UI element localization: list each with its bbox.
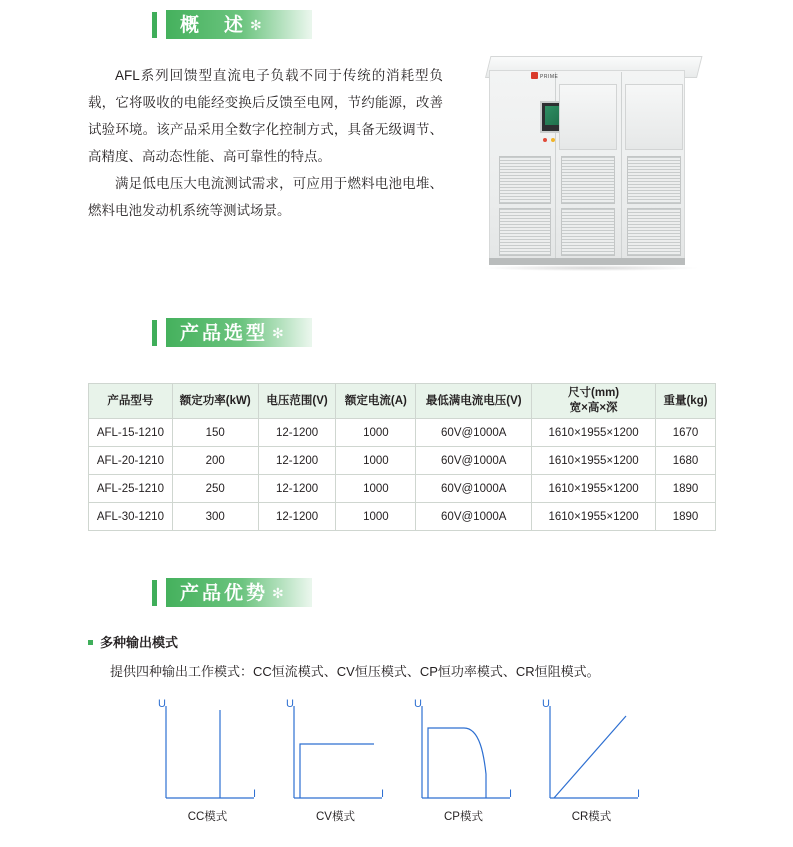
table-row	[89, 475, 716, 503]
table-row	[89, 503, 716, 531]
heading-accent-bar	[152, 320, 157, 346]
cell-current: 1000	[336, 447, 416, 475]
heading-accent-bar	[152, 580, 157, 606]
device-vent-grille	[627, 156, 681, 204]
cell-weight: 1890	[656, 503, 716, 531]
device-vent-grille	[627, 208, 681, 256]
cell-voltage: 12-1200	[258, 419, 336, 447]
column-header-min-full-current-voltage: 最低满电流电压(V)	[416, 384, 532, 419]
device-vent-grille	[499, 156, 551, 204]
advantage-body-text: 提供四种输出工作模式：CC恒流模式、CV恒压模式、CP恒功率模式、CR恒阻模式。	[110, 664, 600, 679]
device-door-panel	[559, 84, 617, 150]
section-title-advantages: 产品优势	[180, 582, 269, 604]
chart-y-axis-label: U	[542, 698, 550, 710]
device-vent-grille	[499, 208, 551, 256]
cell-voltage: 12-1200	[258, 503, 336, 531]
heading-accent-bar	[152, 12, 157, 38]
device-panel-divider	[621, 72, 622, 262]
chart-x-axis-label: I	[509, 788, 513, 800]
section-heading-overview	[152, 10, 312, 40]
cell-dimensions: 1610×1955×1200	[532, 503, 656, 531]
cell-dimensions: 1610×1955×1200	[532, 447, 656, 475]
cell-power: 250	[172, 475, 258, 503]
device-door-panel	[625, 84, 683, 150]
advantage-subtitle	[88, 632, 178, 651]
device-base	[489, 258, 685, 265]
chart-cp-mode	[406, 698, 521, 828]
chart-cv-mode	[278, 698, 393, 828]
column-header-rated-current: 额定电流(A)	[336, 384, 416, 419]
cell-model: AFL-30-1210	[89, 503, 173, 531]
section-heading-advantages	[152, 578, 312, 608]
overview-paragraph-2: 满足低电压大电流测试需求，可应用于燃料电池电堆、燃料电池发动机系统等测试场景。	[88, 176, 443, 218]
chart-cr-mode	[534, 698, 649, 828]
cell-power: 150	[172, 419, 258, 447]
device-brand-logo: PRIME	[531, 72, 558, 80]
chart-x-axis-label: I	[381, 788, 385, 800]
bullet-square-icon	[88, 640, 93, 645]
cell-model: AFL-25-1210	[89, 475, 173, 503]
chart-y-axis-label: U	[286, 698, 294, 710]
section-heading-selection	[152, 318, 312, 348]
sparkle-icon: ✻	[272, 324, 284, 341]
cell-min-voltage: 60V@1000A	[416, 447, 532, 475]
section-title-overview: 概 述	[180, 14, 247, 36]
table-row	[89, 419, 716, 447]
status-led-yellow	[551, 138, 555, 142]
device-vent-grille	[561, 156, 615, 204]
mode-curve-charts	[150, 698, 710, 828]
chart-y-axis-label: U	[414, 698, 422, 710]
cell-weight: 1680	[656, 447, 716, 475]
cell-power: 300	[172, 503, 258, 531]
table-row	[89, 447, 716, 475]
brand-mark-icon	[531, 72, 538, 79]
cell-weight: 1890	[656, 475, 716, 503]
chart-caption-cp: CP模式	[444, 811, 483, 823]
cell-min-voltage: 60V@1000A	[416, 475, 532, 503]
device-vent-grille	[561, 208, 615, 256]
section-title-selection: 产品选型	[180, 322, 269, 344]
column-header-weight: 重量(kg)	[656, 384, 716, 419]
sparkle-icon: ✻	[272, 584, 284, 601]
cell-voltage: 12-1200	[258, 447, 336, 475]
cell-current: 1000	[336, 419, 416, 447]
chart-cp-svg	[406, 698, 521, 808]
cell-power: 200	[172, 447, 258, 475]
chart-cc-mode	[150, 698, 265, 828]
dimensions-line-1: 尺寸(mm)	[568, 387, 620, 399]
cell-dimensions: 1610×1955×1200	[532, 419, 656, 447]
cell-model: AFL-20-1210	[89, 447, 173, 475]
cell-voltage: 12-1200	[258, 475, 336, 503]
product-selection-table	[88, 383, 716, 531]
cell-dimensions: 1610×1955×1200	[532, 475, 656, 503]
advantage-subtitle-text: 多种输出模式	[100, 635, 179, 650]
chart-cr-svg	[534, 698, 649, 808]
chart-cc-svg	[150, 698, 265, 808]
cell-min-voltage: 60V@1000A	[416, 419, 532, 447]
cell-current: 1000	[336, 503, 416, 531]
cell-model: AFL-15-1210	[89, 419, 173, 447]
chart-y-axis-label: U	[158, 698, 166, 710]
device-shadow	[485, 265, 697, 271]
sparkle-icon: ✻	[250, 16, 262, 33]
status-led-red	[543, 138, 547, 142]
chart-x-axis-label: I	[253, 788, 257, 800]
product-image	[485, 56, 700, 274]
column-header-dimensions	[532, 384, 656, 419]
table-header-row	[89, 384, 716, 419]
chart-caption-cv: CV模式	[316, 811, 355, 823]
cell-min-voltage: 60V@1000A	[416, 503, 532, 531]
column-header-rated-power: 额定功率(kW)	[172, 384, 258, 419]
column-header-voltage-range: 电压范围(V)	[258, 384, 336, 419]
chart-caption-cc: CC模式	[187, 811, 228, 823]
cell-current: 1000	[336, 475, 416, 503]
chart-cv-svg	[278, 698, 393, 808]
cell-weight: 1670	[656, 419, 716, 447]
chart-x-axis-label: I	[637, 788, 641, 800]
chart-caption-cr: CR模式	[571, 811, 612, 823]
column-header-model: 产品型号	[89, 384, 173, 419]
dimensions-line-2: 宽×高×深	[569, 402, 618, 414]
overview-text	[88, 62, 443, 224]
overview-paragraph-1: AFL系列回馈型直流电子负载不同于传统的消耗型负载，它将吸收的电能经变换后反馈至电网，节约能源，改善试验环境。该产品采用全数字化控制方式，具备无级调节、高精度、高动态性能、高可靠性的特点。	[88, 68, 443, 164]
